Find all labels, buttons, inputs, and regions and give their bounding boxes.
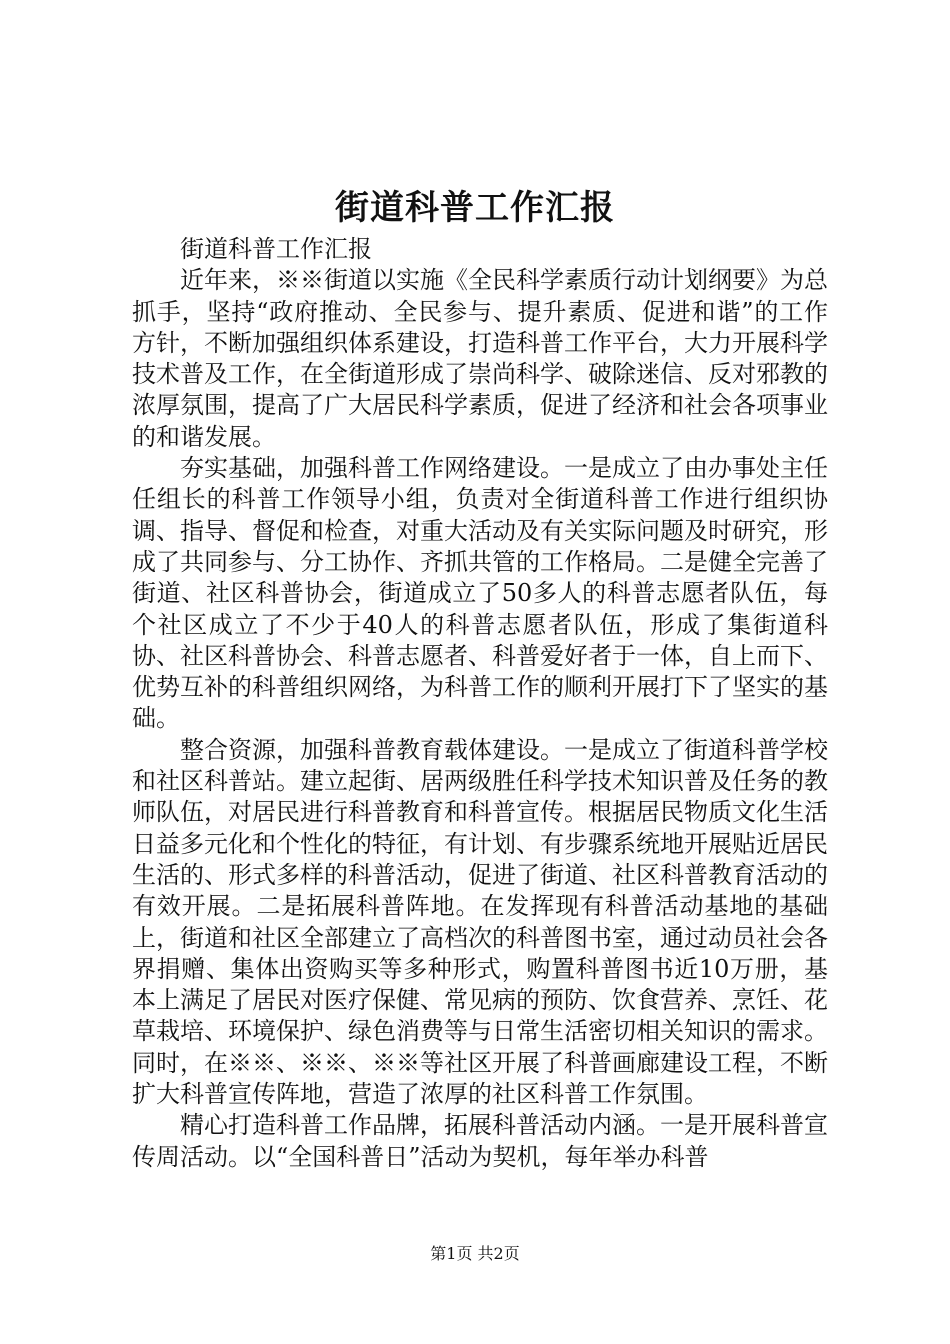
- resources-paragraph: 整合资源，加强科普教育载体建设。一是成立了街道科普学校和社区科普站。建立起街、居两级胜任科学技术知识普及任务的教师队伍，对居民进行科普教育和科普宣传。根据居民物质文化生活日益多元化和个性化的特征，有计划、有步骤系统地开展贴近居民生活的、形式多样的科普活动，促进了街道、社区科普教育活动的有效开展。二是拓展科普阵地。在发挥现有科普活动基地的基础上，街道和社区全部建立了高档次的科普图书室，通过动员社会各界捐赠、集体出资购买等多种形式，购置科普图书近10万册，基本上满足了居民对医疗保健、常见病的预防、饮食营养、烹饪、花草栽培、环境保护、绿色消费等与日常生活密切相关知识的需求。同时，在※※、※※、※※等社区开展了科普画廊建设工程，不断扩大科普宣传阵地，营造了浓厚的社区科普工作氛围。: [132, 735, 828, 1109]
- subtitle-paragraph: 街道科普工作汇报: [180, 235, 372, 263]
- brand-paragraph: 精心打造科普工作品牌，拓展科普活动内涵。一是开展科普宣传周活动。以“全国科普日”活动为契机，每年举办科普: [132, 1111, 828, 1171]
- document-body: [132, 234, 828, 1173]
- network-paragraph: 夯实基础，加强科普工作网络建设。一是成立了由办事处主任任组长的科普工作领导小组，负责对全街道科普工作进行组织协调、指导、督促和检查，对重大活动及有关实际问题及时研究，形成了共同参与、分工协作、齐抓共管的工作格局。二是健全完善了街道、社区科普协会，街道成立了50多人的科普志愿者队伍，每个社区成立了不少于40人的科普志愿者队伍，形成了集街道科协、社区科普协会、科普志愿者、科普爱好者于一体，自上而下、优势互补的科普组织网络，为科普工作的顺利开展打下了坚实的基础。: [132, 454, 828, 733]
- page-footer: 第1页 共2页: [430, 1244, 520, 1263]
- document-title: 街道科普工作汇报: [335, 188, 615, 228]
- intro-paragraph: 近年来，※※街道以实施《全民科学素质行动计划纲要》为总抓手，坚持“政府推动、全民参与、提升素质、促进和谐”的工作方针，不断加强组织体系建设，打造科普工作平台，大力开展科学技术普及工作，在全街道形成了崇尚科学、破除迷信、反对邪教的浓厚氛围，提高了广大居民科学素质，促进了经济和社会各项事业的和谐发展。: [132, 266, 828, 451]
